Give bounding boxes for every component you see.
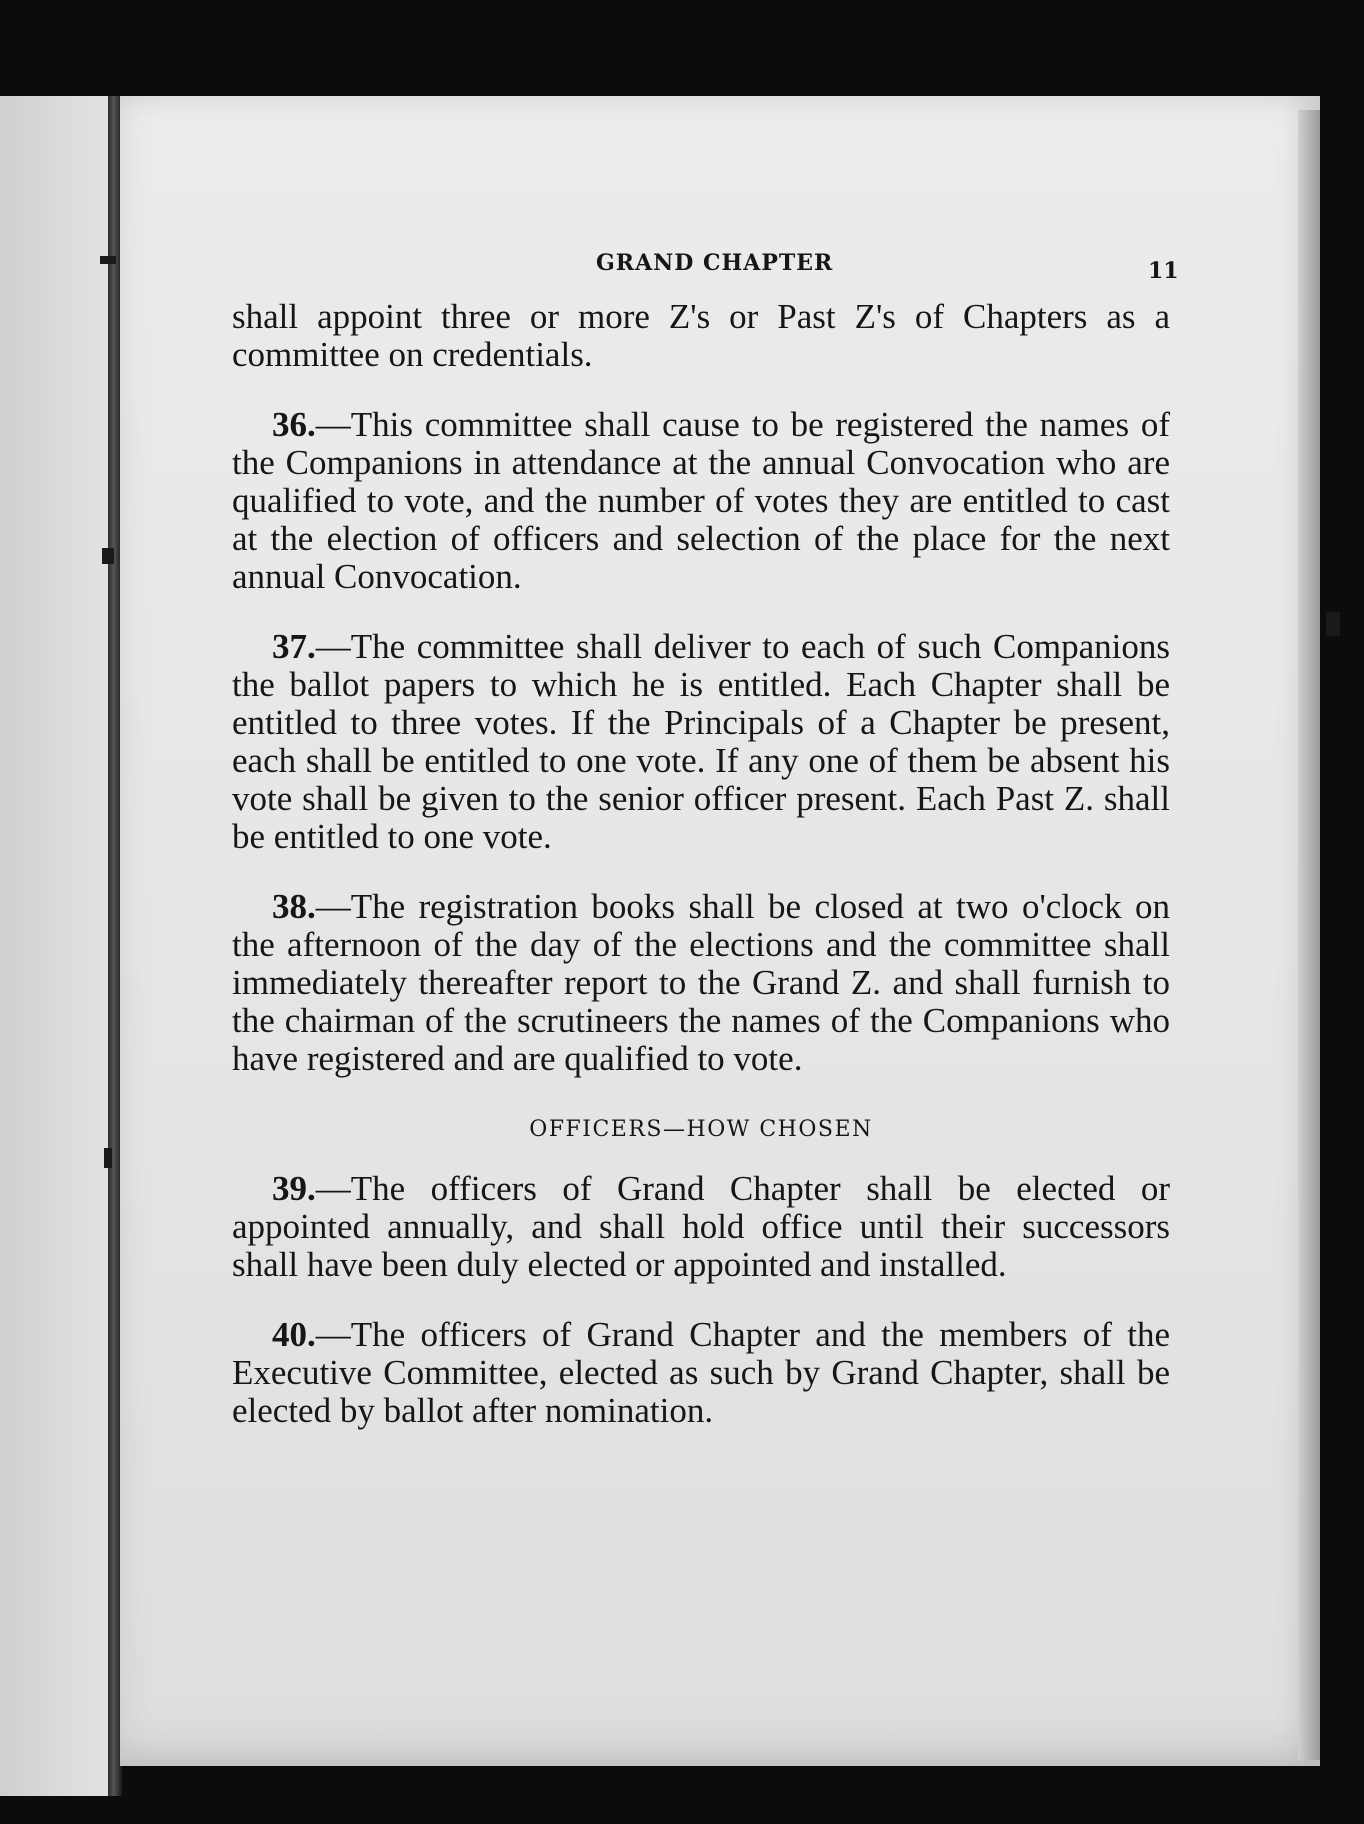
section-number: 39.	[272, 1169, 316, 1208]
paragraph-text: shall appoint three or more Z's or Past Z's of Chapters as a committee on credentials.	[232, 297, 1170, 374]
left-page-edge	[0, 96, 112, 1796]
section-heading: OFFICERS—HOW CHOSEN	[529, 1117, 873, 1142]
paragraph-36	[232, 406, 1170, 596]
paragraph-text: —The officers of Grand Chapter shall be elected or appointed annually, and shall hold office until their successors shall have been duly elected or appointed and installed.	[232, 1169, 1170, 1284]
paragraph-38	[232, 888, 1170, 1078]
paragraph-40	[232, 1316, 1170, 1430]
edge-mark	[1326, 612, 1340, 636]
paragraph-text: —The committee shall deliver to each of such Companions the ballot papers to which he is entitled. Each Chapter shall be entitled to three votes. If the Principals of a Chapter be present, each shall be entitled to one vote. If any one of them be absent his vote shall be given to the senior officer present. Each Past Z. shall be entitled to one vote.	[232, 627, 1170, 856]
paragraph-continuation	[232, 298, 1170, 374]
paragraph-text: —The officers of Grand Chapter and the members of the Executive Committee, elected as such by Grand Chapter, shall be elected by ballot after nomination.	[232, 1315, 1170, 1430]
paragraph-text: —This committee shall cause to be registered the names of the Companions in attendance at the annual Convocation who are qualified to vote, and the number of votes they are entitled to cast at the election of officers and selection of the place for the next annual Convocation.	[232, 405, 1170, 596]
gutter-mark	[102, 548, 114, 564]
page-number: 11	[1148, 258, 1179, 284]
gutter-mark	[104, 1148, 112, 1168]
body-text	[232, 298, 1170, 1462]
running-head	[0, 250, 1364, 290]
right-page-edge	[1298, 110, 1320, 1760]
paragraph-37	[232, 628, 1170, 856]
paragraph-text: —The registration books shall be closed at two o'clock on the afternoon of the day of the elections and the committee shall immediately thereafter report to the Grand Z. and shall furnish to the chairman of the scrutineers the names of the Companions who have registered and are qualified to vote.	[232, 887, 1170, 1078]
paragraph-39	[232, 1170, 1170, 1284]
running-head-title: GRAND CHAPTER	[596, 250, 834, 276]
section-number: 36.	[272, 405, 316, 444]
section-number: 38.	[272, 887, 316, 926]
section-number: 40.	[272, 1315, 316, 1354]
section-number: 37.	[272, 627, 316, 666]
